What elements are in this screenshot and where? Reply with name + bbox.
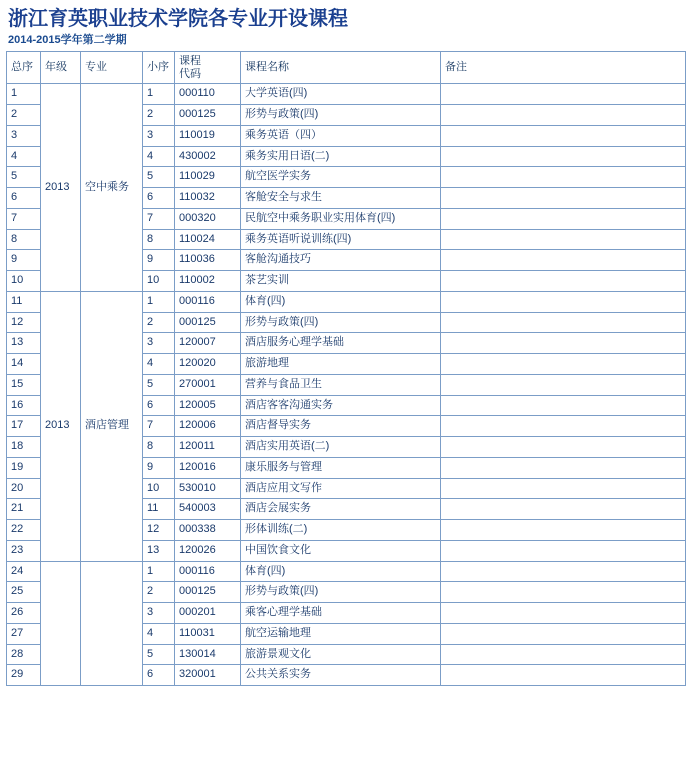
- cell-code: 540003: [175, 499, 241, 520]
- cell-code: 000110: [175, 84, 241, 105]
- cell-remark: [441, 499, 686, 520]
- cell-subno: 7: [143, 208, 175, 229]
- cell-subno: 8: [143, 229, 175, 250]
- cell-no: 23: [7, 540, 41, 561]
- cell-code: 000116: [175, 561, 241, 582]
- cell-remark: [441, 374, 686, 395]
- cell-subno: 12: [143, 520, 175, 541]
- cell-no: 27: [7, 623, 41, 644]
- cell-code: 110029: [175, 167, 241, 188]
- cell-code: 120011: [175, 437, 241, 458]
- column-header-no: 总序: [7, 52, 41, 84]
- cell-remark: [441, 250, 686, 271]
- table-row: [7, 291, 686, 312]
- cell-subno: 6: [143, 395, 175, 416]
- cell-remark: [441, 582, 686, 603]
- cell-course-name: 酒店服务心理学基础: [241, 333, 441, 354]
- cell-course-name: 民航空中乘务职业实用体育(四): [241, 208, 441, 229]
- cell-remark: [441, 540, 686, 561]
- cell-code: 000116: [175, 291, 241, 312]
- cell-grade: 2013: [41, 291, 81, 561]
- cell-code: 110002: [175, 271, 241, 292]
- cell-course-name: 航空运输地理: [241, 623, 441, 644]
- course-table: [6, 51, 686, 686]
- cell-code: 000125: [175, 582, 241, 603]
- cell-subno: 3: [143, 603, 175, 624]
- cell-course-name: 体育(四): [241, 561, 441, 582]
- cell-remark: [441, 188, 686, 209]
- cell-code: 120020: [175, 354, 241, 375]
- cell-remark: [441, 478, 686, 499]
- cell-code: 130014: [175, 644, 241, 665]
- cell-no: 19: [7, 457, 41, 478]
- cell-no: 29: [7, 665, 41, 686]
- cell-no: 7: [7, 208, 41, 229]
- cell-no: 3: [7, 125, 41, 146]
- cell-no: 9: [7, 250, 41, 271]
- cell-no: 20: [7, 478, 41, 499]
- cell-code: 000125: [175, 312, 241, 333]
- table-body: [7, 84, 686, 686]
- cell-remark: [441, 395, 686, 416]
- cell-no: 16: [7, 395, 41, 416]
- cell-code: 110019: [175, 125, 241, 146]
- column-header-major: 专业: [81, 52, 143, 84]
- column-header-subno: 小序: [143, 52, 175, 84]
- cell-remark: [441, 520, 686, 541]
- cell-no: 12: [7, 312, 41, 333]
- cell-remark: [441, 603, 686, 624]
- cell-code: 120026: [175, 540, 241, 561]
- cell-no: 10: [7, 271, 41, 292]
- cell-code: 110031: [175, 623, 241, 644]
- cell-remark: [441, 437, 686, 458]
- cell-course-name: 乘务英语（四）: [241, 125, 441, 146]
- cell-course-name: 酒店应用文写作: [241, 478, 441, 499]
- cell-subno: 1: [143, 84, 175, 105]
- cell-course-name: 形势与政策(四): [241, 105, 441, 126]
- cell-code: 110036: [175, 250, 241, 271]
- cell-subno: 2: [143, 105, 175, 126]
- cell-remark: [441, 416, 686, 437]
- cell-subno: 4: [143, 354, 175, 375]
- cell-course-name: 航空医学实务: [241, 167, 441, 188]
- cell-remark: [441, 208, 686, 229]
- cell-subno: 6: [143, 665, 175, 686]
- cell-no: 21: [7, 499, 41, 520]
- cell-course-name: 茶艺实训: [241, 271, 441, 292]
- cell-course-name: 乘务实用日语(二): [241, 146, 441, 167]
- cell-subno: 6: [143, 188, 175, 209]
- column-header-code-line1: 课程: [179, 55, 201, 68]
- cell-subno: 5: [143, 167, 175, 188]
- cell-subno: 4: [143, 146, 175, 167]
- cell-subno: 1: [143, 561, 175, 582]
- cell-no: 17: [7, 416, 41, 437]
- cell-code: 120007: [175, 333, 241, 354]
- cell-remark: [441, 457, 686, 478]
- cell-code: 120005: [175, 395, 241, 416]
- cell-no: 14: [7, 354, 41, 375]
- cell-subno: 13: [143, 540, 175, 561]
- cell-subno: 4: [143, 623, 175, 644]
- cell-no: 6: [7, 188, 41, 209]
- table-header-row: [7, 52, 686, 84]
- cell-course-name: 酒店督导实务: [241, 416, 441, 437]
- cell-no: 18: [7, 437, 41, 458]
- cell-remark: [441, 125, 686, 146]
- cell-course-name: 形势与政策(四): [241, 582, 441, 603]
- cell-no: 8: [7, 229, 41, 250]
- cell-no: 13: [7, 333, 41, 354]
- cell-code: 000125: [175, 105, 241, 126]
- cell-major: 空中乘务: [81, 84, 143, 292]
- cell-course-name: 乘客心理学基础: [241, 603, 441, 624]
- cell-remark: [441, 167, 686, 188]
- column-header-name: 课程名称: [241, 52, 441, 84]
- cell-course-name: 形体训练(二): [241, 520, 441, 541]
- cell-course-name: 中国饮食文化: [241, 540, 441, 561]
- cell-course-name: 形势与政策(四): [241, 312, 441, 333]
- cell-code: 430002: [175, 146, 241, 167]
- cell-no: 26: [7, 603, 41, 624]
- cell-code: 120006: [175, 416, 241, 437]
- cell-remark: [441, 146, 686, 167]
- cell-remark: [441, 644, 686, 665]
- cell-code: 320001: [175, 665, 241, 686]
- cell-remark: [441, 312, 686, 333]
- cell-grade: [41, 561, 81, 686]
- cell-subno: 5: [143, 374, 175, 395]
- cell-subno: 9: [143, 250, 175, 271]
- cell-no: 5: [7, 167, 41, 188]
- cell-no: 22: [7, 520, 41, 541]
- cell-no: 15: [7, 374, 41, 395]
- cell-remark: [441, 84, 686, 105]
- cell-subno: 1: [143, 291, 175, 312]
- cell-subno: 10: [143, 478, 175, 499]
- cell-course-name: 酒店客客沟通实务: [241, 395, 441, 416]
- cell-code: 110032: [175, 188, 241, 209]
- cell-subno: 2: [143, 582, 175, 603]
- cell-remark: [441, 333, 686, 354]
- cell-subno: 11: [143, 499, 175, 520]
- cell-remark: [441, 271, 686, 292]
- cell-code: 270001: [175, 374, 241, 395]
- cell-code: 000338: [175, 520, 241, 541]
- cell-code: 000201: [175, 603, 241, 624]
- cell-no: 11: [7, 291, 41, 312]
- column-header-grade: 年级: [41, 52, 81, 84]
- cell-code: 120016: [175, 457, 241, 478]
- table-row: [7, 84, 686, 105]
- cell-course-name: 酒店实用英语(二): [241, 437, 441, 458]
- cell-course-name: 乘务英语听说训练(四): [241, 229, 441, 250]
- cell-code: 530010: [175, 478, 241, 499]
- column-header-code: [175, 52, 241, 84]
- cell-course-name: 体育(四): [241, 291, 441, 312]
- cell-course-name: 客舱沟通技巧: [241, 250, 441, 271]
- cell-course-name: 公共关系实务: [241, 665, 441, 686]
- table-header: [7, 52, 686, 84]
- cell-grade: 2013: [41, 84, 81, 292]
- cell-subno: 5: [143, 644, 175, 665]
- cell-no: 28: [7, 644, 41, 665]
- cell-remark: [441, 623, 686, 644]
- column-header-remark: 备注: [441, 52, 686, 84]
- cell-subno: 3: [143, 333, 175, 354]
- cell-remark: [441, 354, 686, 375]
- cell-major: 酒店管理: [81, 291, 143, 561]
- cell-course-name: 客舱安全与求生: [241, 188, 441, 209]
- cell-remark: [441, 291, 686, 312]
- cell-subno: 2: [143, 312, 175, 333]
- cell-subno: 8: [143, 437, 175, 458]
- cell-code: 000320: [175, 208, 241, 229]
- cell-subno: 3: [143, 125, 175, 146]
- cell-course-name: 旅游地理: [241, 354, 441, 375]
- cell-major: [81, 561, 143, 686]
- cell-subno: 7: [143, 416, 175, 437]
- cell-code: 110024: [175, 229, 241, 250]
- cell-no: 24: [7, 561, 41, 582]
- cell-remark: [441, 105, 686, 126]
- cell-course-name: 康乐服务与管理: [241, 457, 441, 478]
- cell-subno: 9: [143, 457, 175, 478]
- cell-subno: 10: [143, 271, 175, 292]
- cell-no: 1: [7, 84, 41, 105]
- cell-no: 25: [7, 582, 41, 603]
- cell-course-name: 酒店会展实务: [241, 499, 441, 520]
- column-header-code-line2: 代码: [179, 67, 201, 80]
- cell-course-name: 旅游景观文化: [241, 644, 441, 665]
- cell-no: 4: [7, 146, 41, 167]
- table-row: [7, 561, 686, 582]
- page-subtitle: 2014-2015学年第二学期: [8, 34, 127, 46]
- cell-remark: [441, 229, 686, 250]
- cell-remark: [441, 561, 686, 582]
- page-title: 浙江育英职业技术学院各专业开设课程: [8, 8, 348, 30]
- cell-course-name: 营养与食品卫生: [241, 374, 441, 395]
- cell-course-name: 大学英语(四): [241, 84, 441, 105]
- cell-remark: [441, 665, 686, 686]
- cell-no: 2: [7, 105, 41, 126]
